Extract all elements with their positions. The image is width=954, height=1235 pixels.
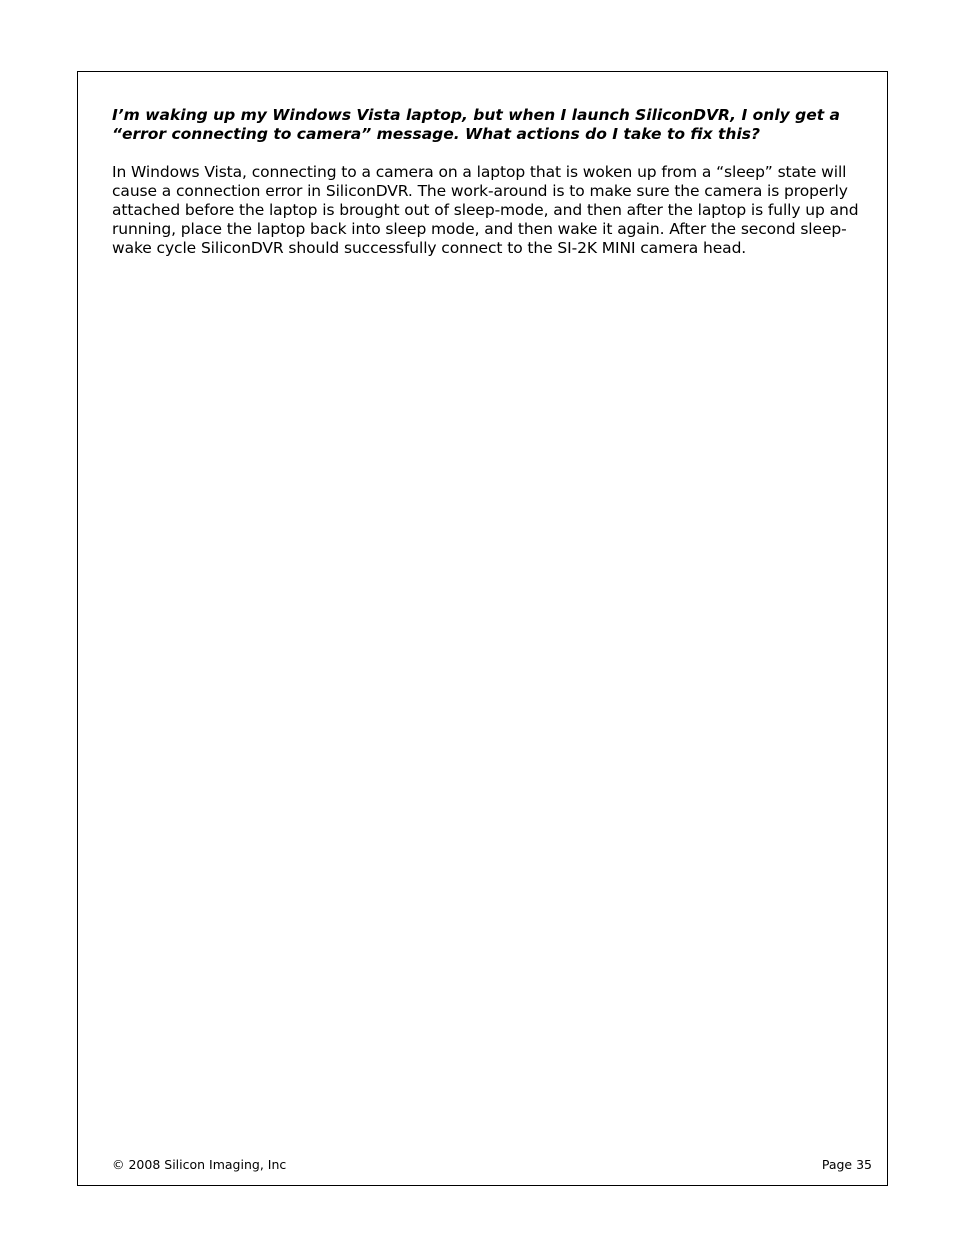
- faq-question: I’m waking up my Windows Vista laptop, but when I launch SiliconDVR, I only get a “error connecting to camera” message. What actions do I take to fix this?: [112, 106, 841, 143]
- footer-page-number: Page 35: [821, 1157, 872, 1172]
- page-frame: [77, 71, 888, 1186]
- faq-answer: In Windows Vista, connecting to a camera on a laptop that is woken up from a “sleep” state will cause a connection error in SiliconDVR. The work-around is to make sure the camera is properly attached before the laptop is brought out of sleep-mode, and then after the laptop is fully up and running, place the laptop back into sleep mode, and then wake it again. After the second sleep-wake cycle SiliconDVR should successfully connect to the SI-2K MINI camera head.: [112, 163, 859, 257]
- footer-copyright: © 2008 Silicon Imaging, Inc: [112, 1157, 287, 1172]
